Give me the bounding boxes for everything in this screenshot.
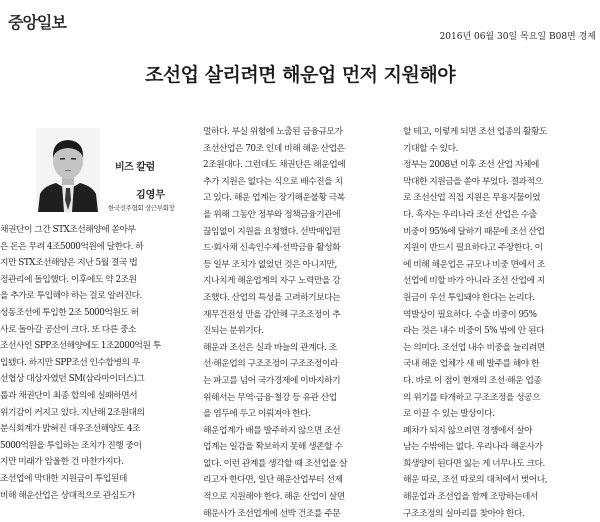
text-line: 드·회사채 신속인수제·선박금융 활성화 <box>203 243 341 254</box>
text-line: 위기감이 커지고 있다. 지난해 2조원대의 <box>0 407 145 418</box>
text-line: 구조조정의 실마리를 찾아야 한다. <box>403 508 525 519</box>
text-line: 리고자 한다면, 일단 해운산업부터 선제 <box>203 475 343 486</box>
text-line: 성동조선에 투입한 2조 5000억원도 허 <box>0 307 139 318</box>
text-line: 해운 따로, 조선 따로의 대처에서 벗어나, <box>403 475 548 486</box>
text-line: 조선산업은 70조 인데 비해 해운 산업은 <box>203 143 345 154</box>
author-title: 한국선주협회 상근부회장 <box>108 204 175 212</box>
text-line: 는 의미다. 조선업 내수 비중을 늘리려면 <box>403 342 545 353</box>
author-portrait-photo <box>36 128 100 212</box>
text-line: 위해서는 무역·금융·철강 등 유관 산업 <box>203 392 337 403</box>
text-line: 남는 수밖에는 없다. 우리나라 해운사가 <box>403 442 543 453</box>
text-line: 다. 바로 이 점이 현재의 조선·해운 업종 <box>403 375 542 386</box>
text-line: 지만 STX조선해양은 지난 5월 결국 법 <box>0 258 138 269</box>
text-line: 막대한 지원금을 쏟아 부었다. 결과적으 <box>403 176 543 187</box>
text-line: 로 조선산업 직접 지원은 무용지물이었 <box>403 193 541 204</box>
article-column-1 <box>0 222 196 503</box>
text-line: 2조원대다. 그런데도 채권단은 해운업에 <box>203 160 346 171</box>
text-line: 추가 지원은 없다는 식으로 배수진을 치 <box>203 176 343 187</box>
text-line: 국내 해운 업체가 새 배 발주를 해야 한 <box>403 359 540 370</box>
text-line: 로 이끌 수 있는 발상이다. <box>403 409 495 420</box>
text-line: 지나치게 해운업계의 자구 노력만을 강 <box>203 276 341 287</box>
text-line: 조선업에 막대한 지원금이 투입된데 <box>0 473 127 484</box>
dateline: 2016년 06월 30일 목요일 B08면 경제 <box>439 32 596 42</box>
text-line: 해운과 조선은 실과 바늘의 관계다. 조 <box>203 342 337 353</box>
text-line: 비중이 95%에 달하기 때문에 조선 산업 <box>403 226 545 237</box>
text-line: 등 일부 조치가 없었던 것은 아니지만, <box>203 259 337 270</box>
text-line: 에 비해 해운업은 규모나 비중 면에서 조 <box>403 259 545 270</box>
text-line: 없다. 이런 관계를 생각할 때 조선업을 살 <box>203 458 348 469</box>
text-line: 적으로 지원해야 한다. 해운 산업이 살면 <box>203 492 345 503</box>
text-line: 입됐다. 하지만 SPP조선 인수합병의 우 <box>0 357 140 368</box>
text-line: 끊임없이 지원을 요청했다. 선박매입펀 <box>203 226 341 237</box>
text-line: 조했다. 산업의 특성을 고려하기보다는 <box>203 292 341 303</box>
article-headline: 조선업 살리려면 해운업 먼저 지원해야 <box>144 64 456 86</box>
text-line: 선업에 비할 바가 아니라 조선 산업에 지 <box>403 276 545 287</box>
text-line: 을 위해 그동안 정부와 정책금융기관에 <box>203 209 341 220</box>
masthead-logo: 중앙일보 <box>8 13 66 32</box>
text-line: 정부는 2008년 이후 조선 산업 자체에 <box>403 160 539 171</box>
text-line: 라는 것은 내수 비중이 5% 밖에 안 된다 <box>403 326 544 337</box>
text-line: 해운업과 조선업을 함께 조망하는데서 <box>403 492 538 503</box>
text-line: 은 돈은 무려 4조5000억원에 달한다. 하 <box>0 241 144 252</box>
text-line: 의 위기를 타개하고 구조조정을 성공으 <box>403 392 541 403</box>
text-line: 사로 돌아갈 공산이 크다. 또 다른 중소 <box>0 324 137 335</box>
text-line: 지만 미래가 암울한 건 마찬가지다. <box>0 457 124 468</box>
author-name: 김영무 <box>136 190 165 201</box>
text-line: 5000억원을 투입하는 조치가 진행 중이 <box>0 440 142 451</box>
text-line: 할 테고, 이렇게 되면 조선 업종의 활황도 <box>403 127 548 137</box>
text-line: 는 파고를 넘어 국가경제에 이바지하기 <box>203 375 341 386</box>
text-line: 해운업계가 배를 발주하지 않으면 조선 <box>203 425 341 436</box>
text-line: 업계는 일감을 확보하지 못해 생존할 수 <box>203 442 343 453</box>
text-line: 분식회계가 밝혀진 대우조선해양도 4조 <box>0 424 140 435</box>
text-line: 재무건전성 만을 감안해 구조조정이 추 <box>203 309 341 320</box>
text-line: 희생양이 된다면 잃는 게 너무나도 크다. <box>403 458 545 469</box>
text-line: 을 염두에 두고 이뤄져야 한다. <box>203 409 311 420</box>
text-line: 진되는 분위기다. <box>203 326 264 337</box>
text-line: 원금이 우선 투입돼야 한다는 논리다. <box>403 292 535 303</box>
text-line: 정관리에 돌입했다. 이후에도 약 2조원 <box>0 274 137 285</box>
text-line: 멀하다. 부실 위험에 노출된 금융규모가 <box>203 127 343 137</box>
text-line: 을 추가로 투입해야 하는 걸로 알려진다. <box>0 291 142 302</box>
text-line: 다. 흑자는 우리나라 조선 산업은 수출 <box>403 209 537 220</box>
text-line: 선·해운업의 구조조정이 구조조정이라 <box>203 359 338 370</box>
text-line: 비해 해운산업은 상대적으로 관심도가 <box>0 490 135 501</box>
article-column-3 <box>403 124 597 519</box>
text-line: 룹과 채권단이 최종 합의에 실패하면서 <box>0 390 138 401</box>
text-line: 폐차가 되지 않으려면 경쟁에서 살아 <box>403 425 533 436</box>
column-label: 비즈 칼럼 <box>115 162 155 173</box>
text-line: 조선사인 SPP조선해양에도 1조2000억원 투 <box>0 341 161 352</box>
text-line: 고 있다. 해운 업계는 장기해운불황 극복 <box>203 193 345 204</box>
text-line: 선협상 대상자였던 SM(삼라마이더스)그 <box>0 374 145 385</box>
text-line: 지원이 반드시 필요하다고 주장한다. 이 <box>403 243 543 254</box>
text-line: 해운사가 조선업계에 선박 건조를 주문 <box>203 508 341 519</box>
text-line: 채권단이 그간 STX조선해양에 쏟아부 <box>0 225 136 235</box>
article-column-2 <box>203 124 395 519</box>
text-line: 역발상이 필요하다. 수출 비중이 95% <box>403 309 537 320</box>
author-portrait <box>36 128 100 212</box>
text-line: 기대할 수 있다. <box>403 143 458 154</box>
